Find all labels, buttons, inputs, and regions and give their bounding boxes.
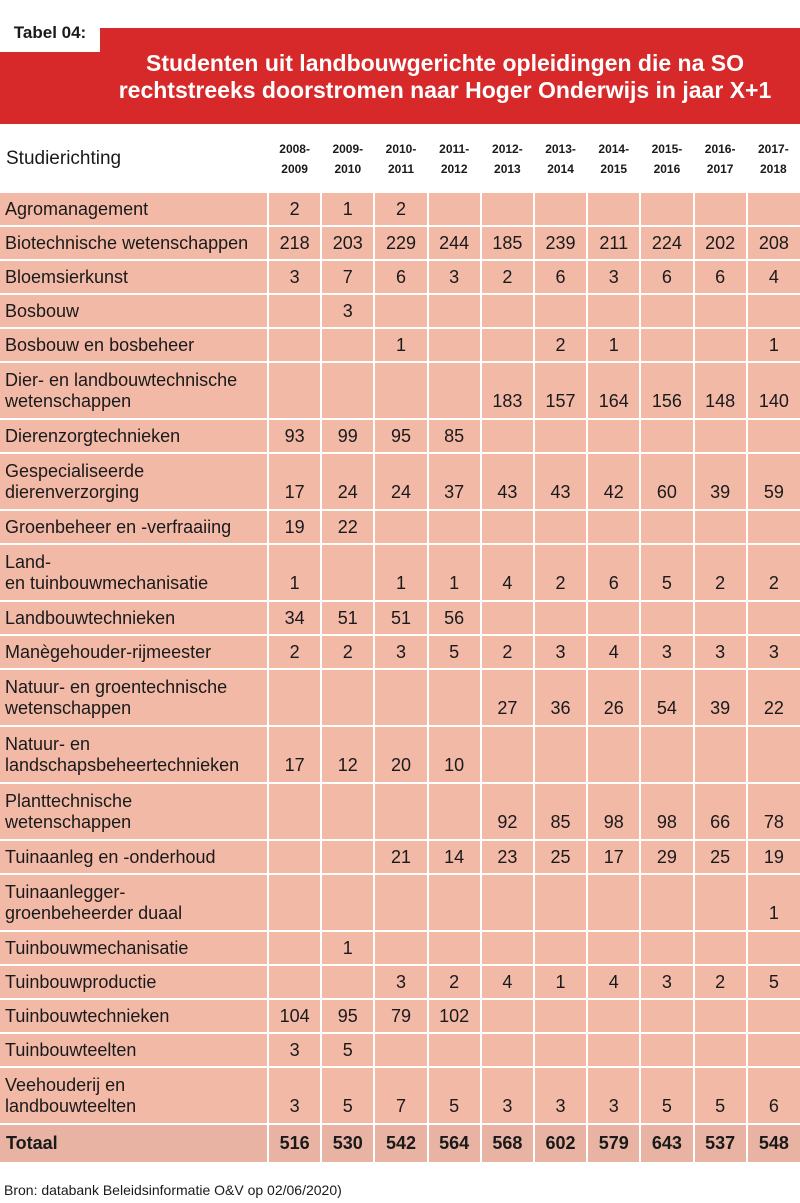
row-label: Bloemsierkunst bbox=[0, 260, 268, 294]
table-cell bbox=[374, 1033, 427, 1067]
table-cell: 1 bbox=[321, 193, 374, 226]
table-cell bbox=[534, 193, 587, 226]
table-cell: 2 bbox=[694, 965, 747, 999]
total-cell: 542 bbox=[374, 1124, 427, 1162]
table-cell: 5 bbox=[321, 1067, 374, 1124]
total-cell: 516 bbox=[268, 1124, 321, 1162]
table-cell: 211 bbox=[587, 226, 640, 260]
table-cell: 4 bbox=[481, 965, 534, 999]
table-cell: 60 bbox=[640, 453, 693, 510]
table-cell: 42 bbox=[587, 453, 640, 510]
table-cell: 20 bbox=[374, 726, 427, 783]
total-cell: 643 bbox=[640, 1124, 693, 1162]
table-cell: 26 bbox=[587, 669, 640, 726]
total-label: Totaal bbox=[0, 1124, 268, 1162]
table-row bbox=[0, 260, 800, 294]
table-cell bbox=[640, 999, 693, 1033]
table-cell: 12 bbox=[321, 726, 374, 783]
table-cell: 14 bbox=[428, 840, 481, 874]
table-cell bbox=[534, 874, 587, 931]
table-cell: 203 bbox=[321, 226, 374, 260]
table-cell bbox=[428, 510, 481, 544]
table-cell: 95 bbox=[374, 419, 427, 453]
table-cell: 1 bbox=[428, 544, 481, 601]
column-header-year: 2008- 2009 bbox=[268, 124, 321, 193]
table-cell: 56 bbox=[428, 601, 481, 635]
table-cell bbox=[428, 193, 481, 226]
table-cell: 2 bbox=[428, 965, 481, 999]
table-cell bbox=[481, 193, 534, 226]
column-header-year: 2009- 2010 bbox=[321, 124, 374, 193]
table-cell: 2 bbox=[747, 544, 800, 601]
column-header-year: 2011- 2012 bbox=[428, 124, 481, 193]
table-cell bbox=[587, 510, 640, 544]
table-cell: 34 bbox=[268, 601, 321, 635]
table-row bbox=[0, 726, 800, 783]
table-cell: 164 bbox=[587, 362, 640, 419]
row-label: Bosbouw en bosbeheer bbox=[0, 328, 268, 362]
table-cell: 244 bbox=[428, 226, 481, 260]
table-cell: 43 bbox=[481, 453, 534, 510]
table-cell: 85 bbox=[534, 783, 587, 840]
table-cell bbox=[640, 1033, 693, 1067]
table-cell bbox=[534, 931, 587, 965]
table-cell bbox=[640, 419, 693, 453]
total-cell: 564 bbox=[428, 1124, 481, 1162]
total-row bbox=[0, 1124, 800, 1162]
table-cell bbox=[640, 193, 693, 226]
row-label: Landbouwtechnieken bbox=[0, 601, 268, 635]
table-cell bbox=[481, 328, 534, 362]
table-cell bbox=[694, 294, 747, 328]
column-header-year: 2016- 2017 bbox=[694, 124, 747, 193]
table-cell bbox=[268, 669, 321, 726]
table-cell bbox=[640, 931, 693, 965]
table-cell bbox=[428, 931, 481, 965]
table-cell bbox=[534, 294, 587, 328]
table-row bbox=[0, 840, 800, 874]
table-cell bbox=[747, 601, 800, 635]
table-cell bbox=[321, 669, 374, 726]
table-cell: 17 bbox=[268, 453, 321, 510]
table-cell bbox=[694, 601, 747, 635]
table-cell: 229 bbox=[374, 226, 427, 260]
table-cell bbox=[587, 419, 640, 453]
table-cell: 21 bbox=[374, 840, 427, 874]
table-cell bbox=[694, 193, 747, 226]
table-cell bbox=[640, 294, 693, 328]
table-cell bbox=[321, 874, 374, 931]
table-cell: 140 bbox=[747, 362, 800, 419]
table-cell bbox=[694, 419, 747, 453]
table-cell bbox=[747, 419, 800, 453]
column-header-year: 2010- 2011 bbox=[374, 124, 427, 193]
table-cell bbox=[321, 544, 374, 601]
table-cell: 2 bbox=[374, 193, 427, 226]
table-cell: 183 bbox=[481, 362, 534, 419]
table-cell bbox=[321, 783, 374, 840]
table-cell: 79 bbox=[374, 999, 427, 1033]
column-header-year: 2017- 2018 bbox=[747, 124, 800, 193]
table-cell bbox=[374, 874, 427, 931]
table-cell: 102 bbox=[428, 999, 481, 1033]
table-cell: 37 bbox=[428, 453, 481, 510]
table-cell: 5 bbox=[694, 1067, 747, 1124]
table-cell bbox=[268, 874, 321, 931]
table-cell: 6 bbox=[374, 260, 427, 294]
table-cell: 218 bbox=[268, 226, 321, 260]
table-cell bbox=[694, 510, 747, 544]
row-label: Tuinaanlegger- groenbeheerder duaal bbox=[0, 874, 268, 931]
table-cell bbox=[640, 510, 693, 544]
row-label: Tuinbouwmechanisatie bbox=[0, 931, 268, 965]
row-label: Manègehouder-rijmeester bbox=[0, 635, 268, 669]
table-cell: 3 bbox=[587, 1067, 640, 1124]
row-label: Tuinbouwtechnieken bbox=[0, 999, 268, 1033]
table-cell: 224 bbox=[640, 226, 693, 260]
table-cell: 39 bbox=[694, 669, 747, 726]
table-cell: 2 bbox=[268, 635, 321, 669]
row-label: Tuinbouwproductie bbox=[0, 965, 268, 999]
table-cell bbox=[374, 362, 427, 419]
row-label: Biotechnische wetenschappen bbox=[0, 226, 268, 260]
table-cell: 5 bbox=[640, 544, 693, 601]
data-table bbox=[0, 124, 800, 1162]
table-cell bbox=[534, 419, 587, 453]
row-label: Agromanagement bbox=[0, 193, 268, 226]
table-cell: 3 bbox=[640, 965, 693, 999]
table-cell: 3 bbox=[694, 635, 747, 669]
table-cell: 39 bbox=[694, 453, 747, 510]
table-cell bbox=[587, 294, 640, 328]
table-row bbox=[0, 1033, 800, 1067]
table-cell bbox=[587, 874, 640, 931]
table-cell bbox=[694, 999, 747, 1033]
table-cell: 29 bbox=[640, 840, 693, 874]
table-cell: 1 bbox=[534, 965, 587, 999]
table-cell bbox=[428, 328, 481, 362]
table-cell: 98 bbox=[640, 783, 693, 840]
table-cell: 22 bbox=[321, 510, 374, 544]
row-label: Dier- en landbouwtechnische wetenschappen bbox=[0, 362, 268, 419]
table-cell: 3 bbox=[268, 260, 321, 294]
table-cell: 5 bbox=[428, 1067, 481, 1124]
table-cell bbox=[428, 1033, 481, 1067]
table-cell bbox=[694, 726, 747, 783]
table-row bbox=[0, 999, 800, 1033]
row-label: Natuur- en groentechnische wetenschappen bbox=[0, 669, 268, 726]
table-cell: 3 bbox=[534, 635, 587, 669]
table-cell bbox=[321, 362, 374, 419]
table-cell: 7 bbox=[321, 260, 374, 294]
table-cell bbox=[747, 726, 800, 783]
table-cell: 25 bbox=[534, 840, 587, 874]
table-row bbox=[0, 783, 800, 840]
table-cell bbox=[268, 965, 321, 999]
table-cell: 208 bbox=[747, 226, 800, 260]
table-row bbox=[0, 931, 800, 965]
table-cell: 3 bbox=[481, 1067, 534, 1124]
table-body bbox=[0, 193, 800, 1124]
table-row bbox=[0, 226, 800, 260]
table-cell bbox=[747, 1033, 800, 1067]
table-cell bbox=[268, 931, 321, 965]
table-row bbox=[0, 601, 800, 635]
row-label: Gespecialiseerde dierenverzorging bbox=[0, 453, 268, 510]
table-cell: 1 bbox=[747, 328, 800, 362]
table-cell: 19 bbox=[747, 840, 800, 874]
total-cell: 530 bbox=[321, 1124, 374, 1162]
table-cell: 24 bbox=[321, 453, 374, 510]
table-cell bbox=[694, 1033, 747, 1067]
table-cell: 5 bbox=[428, 635, 481, 669]
table-cell: 51 bbox=[374, 601, 427, 635]
table-cell: 43 bbox=[534, 453, 587, 510]
table-cell bbox=[587, 999, 640, 1033]
table-cell bbox=[268, 362, 321, 419]
table-cell bbox=[640, 601, 693, 635]
table-cell: 22 bbox=[747, 669, 800, 726]
row-label: Groenbeheer en -verfraaiing bbox=[0, 510, 268, 544]
table-cell bbox=[694, 328, 747, 362]
table-cell bbox=[694, 931, 747, 965]
table-cell bbox=[321, 328, 374, 362]
table-cell: 185 bbox=[481, 226, 534, 260]
table-cell: 2 bbox=[321, 635, 374, 669]
table-cell bbox=[481, 510, 534, 544]
table-cell bbox=[481, 419, 534, 453]
table-row bbox=[0, 362, 800, 419]
table-cell bbox=[534, 1033, 587, 1067]
table-cell bbox=[481, 726, 534, 783]
table-row bbox=[0, 965, 800, 999]
column-header-studierichting: Studierichting bbox=[0, 124, 268, 193]
table-cell bbox=[481, 601, 534, 635]
table-cell bbox=[694, 874, 747, 931]
table-cell: 157 bbox=[534, 362, 587, 419]
table-cell: 23 bbox=[481, 840, 534, 874]
table-cell: 3 bbox=[321, 294, 374, 328]
table-cell bbox=[481, 874, 534, 931]
table-cell bbox=[481, 294, 534, 328]
column-header-year: 2012- 2013 bbox=[481, 124, 534, 193]
table-cell: 2 bbox=[694, 544, 747, 601]
table-label: Tabel 04: bbox=[0, 14, 100, 52]
table-cell: 3 bbox=[374, 635, 427, 669]
table-cell bbox=[268, 328, 321, 362]
table-cell: 2 bbox=[534, 328, 587, 362]
table-cell bbox=[268, 294, 321, 328]
table-cell bbox=[428, 874, 481, 931]
table-cell bbox=[747, 193, 800, 226]
row-label: Veehouderij en landbouwteelten bbox=[0, 1067, 268, 1124]
table-cell: 5 bbox=[747, 965, 800, 999]
table-cell: 1 bbox=[747, 874, 800, 931]
table-cell: 202 bbox=[694, 226, 747, 260]
table-cell bbox=[428, 669, 481, 726]
table-cell: 3 bbox=[747, 635, 800, 669]
table-cell: 5 bbox=[640, 1067, 693, 1124]
table-cell bbox=[534, 601, 587, 635]
table-cell: 17 bbox=[587, 840, 640, 874]
table-cell bbox=[587, 193, 640, 226]
table-cell bbox=[481, 1033, 534, 1067]
table-cell: 66 bbox=[694, 783, 747, 840]
table-cell: 2 bbox=[534, 544, 587, 601]
table-cell: 95 bbox=[321, 999, 374, 1033]
table-cell: 93 bbox=[268, 419, 321, 453]
total-cell: 568 bbox=[481, 1124, 534, 1162]
table-cell: 239 bbox=[534, 226, 587, 260]
table-cell: 4 bbox=[747, 260, 800, 294]
table-cell bbox=[534, 999, 587, 1033]
table-cell: 6 bbox=[747, 1067, 800, 1124]
table-cell: 3 bbox=[268, 1033, 321, 1067]
table-cell: 3 bbox=[587, 260, 640, 294]
table-cell bbox=[747, 931, 800, 965]
table-cell bbox=[534, 510, 587, 544]
row-label: Land- en tuinbouwmechanisatie bbox=[0, 544, 268, 601]
table-cell: 104 bbox=[268, 999, 321, 1033]
table-cell: 6 bbox=[587, 544, 640, 601]
table-cell: 1 bbox=[268, 544, 321, 601]
table-cell: 59 bbox=[747, 453, 800, 510]
source-note: Bron: databank Beleidsinformatie O&V op 02/06/2020) bbox=[4, 1182, 342, 1198]
table-cell bbox=[268, 840, 321, 874]
table-cell: 98 bbox=[587, 783, 640, 840]
table-cell: 2 bbox=[481, 260, 534, 294]
row-label: Dierenzorgtechnieken bbox=[0, 419, 268, 453]
table-cell bbox=[640, 726, 693, 783]
table-cell: 19 bbox=[268, 510, 321, 544]
table-cell bbox=[587, 601, 640, 635]
table-cell: 3 bbox=[534, 1067, 587, 1124]
table-row bbox=[0, 510, 800, 544]
table-cell: 4 bbox=[587, 635, 640, 669]
column-header-year: 2015- 2016 bbox=[640, 124, 693, 193]
table-cell bbox=[640, 328, 693, 362]
table-cell bbox=[747, 294, 800, 328]
table-cell: 1 bbox=[374, 544, 427, 601]
table-row bbox=[0, 328, 800, 362]
table-cell: 6 bbox=[640, 260, 693, 294]
table-cell: 1 bbox=[321, 931, 374, 965]
total-cell: 579 bbox=[587, 1124, 640, 1162]
table-cell: 3 bbox=[640, 635, 693, 669]
table-cell bbox=[534, 726, 587, 783]
table-cell bbox=[587, 931, 640, 965]
table-cell: 6 bbox=[534, 260, 587, 294]
header-row bbox=[0, 124, 800, 193]
table-cell bbox=[428, 783, 481, 840]
table-row bbox=[0, 193, 800, 226]
table-cell: 10 bbox=[428, 726, 481, 783]
table-row bbox=[0, 874, 800, 931]
table-cell bbox=[268, 783, 321, 840]
table-row bbox=[0, 1067, 800, 1124]
table-row bbox=[0, 294, 800, 328]
table-cell: 4 bbox=[587, 965, 640, 999]
row-label: Natuur- en landschapsbeheertechnieken bbox=[0, 726, 268, 783]
table-cell: 17 bbox=[268, 726, 321, 783]
table-cell: 7 bbox=[374, 1067, 427, 1124]
table-row bbox=[0, 669, 800, 726]
table-row bbox=[0, 544, 800, 601]
table-cell: 1 bbox=[587, 328, 640, 362]
table-cell: 6 bbox=[694, 260, 747, 294]
table-cell: 3 bbox=[374, 965, 427, 999]
table-cell: 1 bbox=[374, 328, 427, 362]
table-cell: 148 bbox=[694, 362, 747, 419]
table-cell bbox=[747, 999, 800, 1033]
total-cell: 602 bbox=[534, 1124, 587, 1162]
table-cell: 54 bbox=[640, 669, 693, 726]
table-cell bbox=[374, 783, 427, 840]
table-title: Studenten uit landbouwgerichte opleidingen die na SO rechtstreeks doorstromen naar Hoger Onderwijs in jaar X+1 bbox=[118, 50, 772, 103]
total-cell: 537 bbox=[694, 1124, 747, 1162]
table-cell: 85 bbox=[428, 419, 481, 453]
column-header-year: 2013- 2014 bbox=[534, 124, 587, 193]
table-cell: 92 bbox=[481, 783, 534, 840]
table-cell: 99 bbox=[321, 419, 374, 453]
table-cell bbox=[374, 510, 427, 544]
row-label: Bosbouw bbox=[0, 294, 268, 328]
table-cell: 27 bbox=[481, 669, 534, 726]
table-cell bbox=[374, 931, 427, 965]
table-cell: 5 bbox=[321, 1033, 374, 1067]
row-label: Planttechnische wetenschappen bbox=[0, 783, 268, 840]
table-cell bbox=[321, 965, 374, 999]
table-cell bbox=[428, 362, 481, 419]
table-cell: 156 bbox=[640, 362, 693, 419]
table-cell bbox=[747, 510, 800, 544]
table-row bbox=[0, 419, 800, 453]
table-cell: 2 bbox=[481, 635, 534, 669]
table-cell: 3 bbox=[428, 260, 481, 294]
table-row bbox=[0, 635, 800, 669]
table-cell: 51 bbox=[321, 601, 374, 635]
table-cell: 4 bbox=[481, 544, 534, 601]
row-label: Tuinbouwteelten bbox=[0, 1033, 268, 1067]
table-cell: 24 bbox=[374, 453, 427, 510]
column-header-year: 2014- 2015 bbox=[587, 124, 640, 193]
table-cell bbox=[587, 1033, 640, 1067]
table-row bbox=[0, 453, 800, 510]
table-cell: 36 bbox=[534, 669, 587, 726]
table-cell bbox=[481, 999, 534, 1033]
table-cell bbox=[374, 294, 427, 328]
row-label: Tuinaanleg en -onderhoud bbox=[0, 840, 268, 874]
table-cell: 2 bbox=[268, 193, 321, 226]
table-cell bbox=[374, 669, 427, 726]
table-cell: 3 bbox=[268, 1067, 321, 1124]
table-cell: 78 bbox=[747, 783, 800, 840]
table-cell bbox=[481, 931, 534, 965]
table-cell bbox=[587, 726, 640, 783]
table-cell bbox=[321, 840, 374, 874]
table-cell bbox=[640, 874, 693, 931]
table-cell bbox=[428, 294, 481, 328]
table-cell: 25 bbox=[694, 840, 747, 874]
total-cell: 548 bbox=[758, 1133, 789, 1153]
